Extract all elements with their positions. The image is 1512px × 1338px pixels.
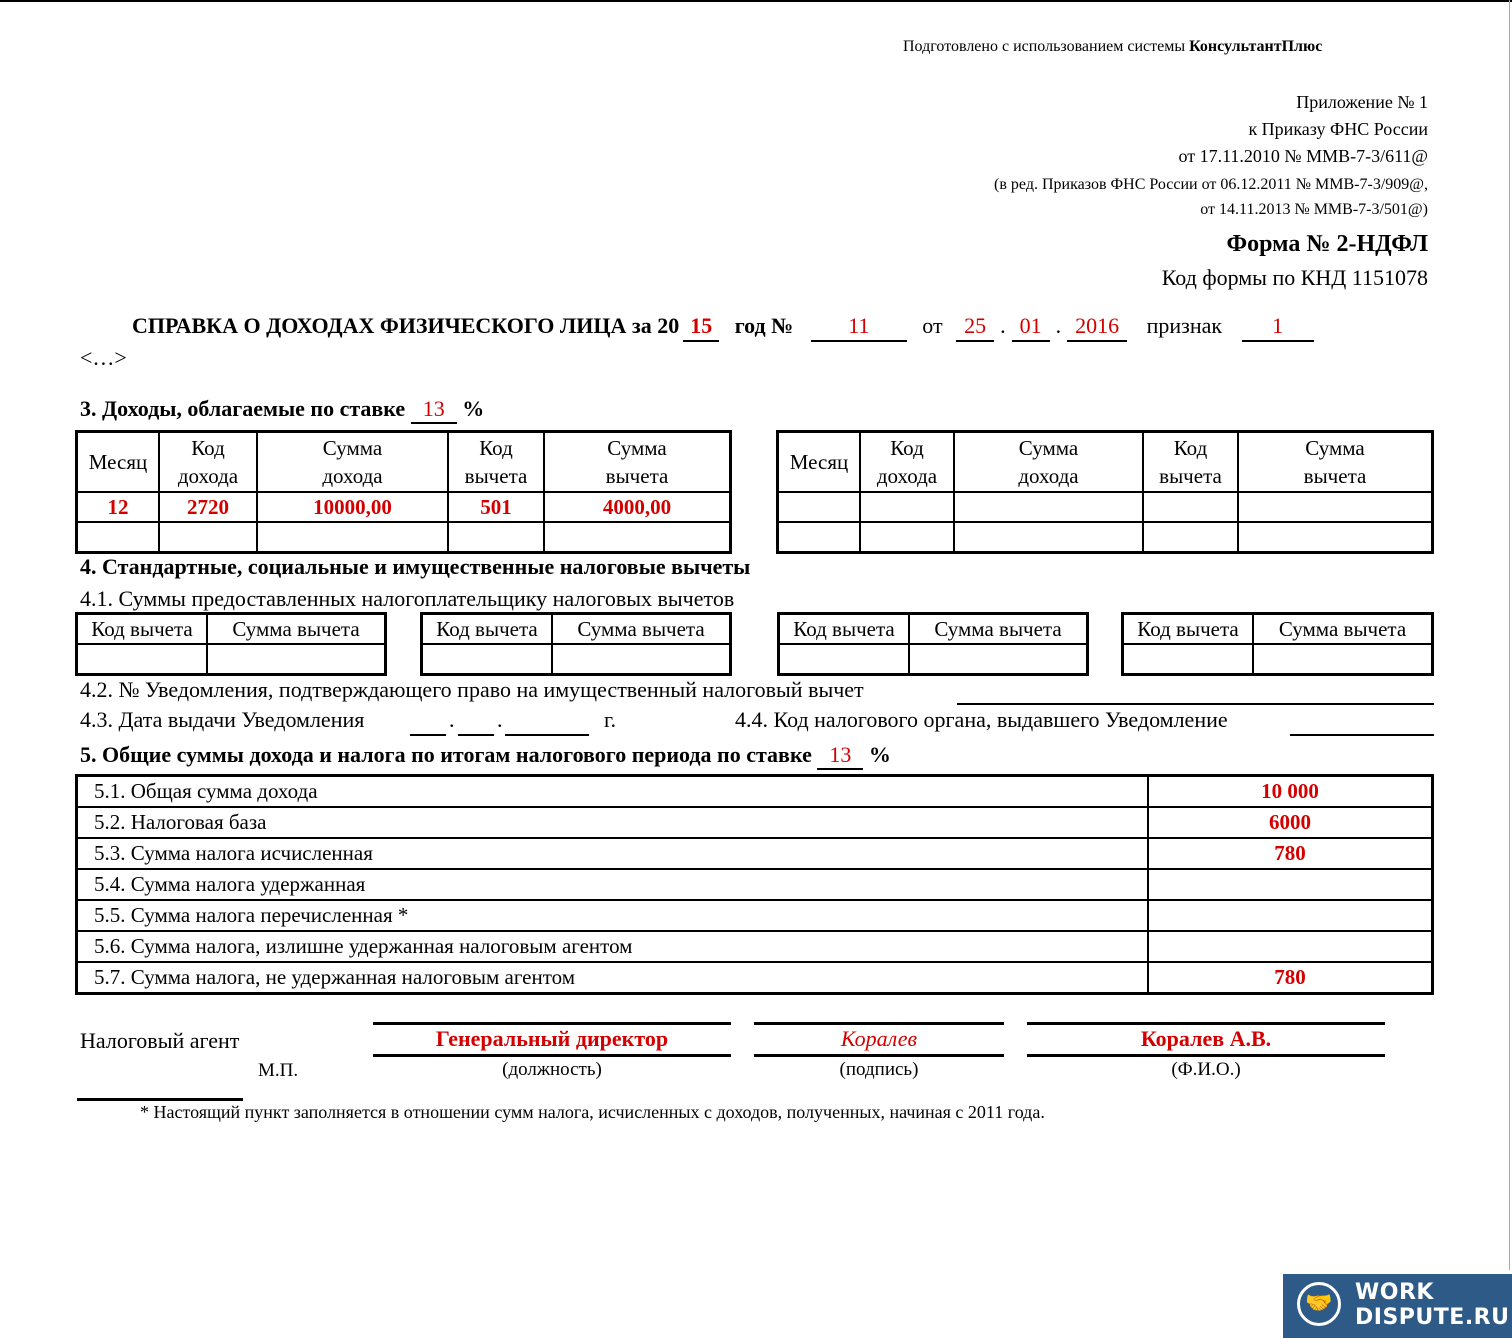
date-dot-2: . — [497, 707, 503, 732]
totals-value — [1148, 869, 1433, 900]
agent-label: Налоговый агент — [80, 1028, 240, 1053]
cell-empty — [860, 522, 954, 553]
cell-empty — [779, 644, 910, 675]
table-row — [422, 614, 731, 645]
date-day-line — [410, 734, 446, 736]
col-header-deduction-code: Код вычета — [448, 432, 544, 493]
signature-caption: (подпись) — [839, 1059, 919, 1080]
section42-label: 4.2. № Уведомления, подтверждающего право на имущественный налоговый вычет — [80, 677, 864, 702]
cell-deduction-code: 501 — [448, 492, 544, 522]
totals-value: 780 — [1148, 962, 1433, 994]
table-row — [77, 492, 731, 522]
deductions-table-1 — [75, 612, 387, 676]
col-header-income-code: Код дохода — [159, 432, 257, 493]
totals-label: 5.2. Налоговая база — [77, 807, 1149, 838]
section5-percent: % — [868, 742, 891, 767]
table-row — [778, 492, 1433, 522]
fio-top-line — [1027, 1022, 1385, 1025]
footnote: * Настоящий пункт заполняется в отношении сумм налога, исчисленных с доходов, полученных, начиная с 2011 года. — [140, 1102, 1045, 1122]
section5-heading — [80, 742, 891, 770]
title-priznak: 1 — [1242, 312, 1314, 342]
section43-label: 4.3. Дата выдачи Уведомления — [80, 707, 365, 732]
cell-empty — [552, 644, 731, 675]
title-day: 25 — [956, 312, 994, 342]
deductions-table-2 — [420, 612, 732, 676]
fio-line — [1027, 1054, 1385, 1057]
edit-line-2: от 14.11.2013 № ММВ-7-3/501@) — [1200, 201, 1428, 218]
table-row — [779, 614, 1088, 645]
title-dot-1: . — [1000, 313, 1006, 338]
title-prefix: СПРАВКА О ДОХОДАХ ФИЗИЧЕСКОГО ЛИЦА за 20 — [132, 313, 680, 338]
mp-line — [77, 1098, 243, 1101]
totals-label: 5.5. Сумма налога перечисленная * — [77, 900, 1149, 931]
fio-value: Коралев А.В. — [1140, 1026, 1272, 1051]
table-row — [77, 962, 1433, 994]
omitted-marker: <…> — [80, 345, 127, 370]
totals-value — [1148, 900, 1433, 931]
date-year-line — [505, 734, 589, 736]
appendix-line-1: Приложение № 1 — [1296, 92, 1428, 112]
col-header-deduction-sum: Сумма вычета — [544, 432, 731, 493]
table-row — [77, 522, 731, 553]
date-dot-1: . — [449, 707, 455, 732]
handshake-icon: 🤝 — [1297, 1282, 1341, 1326]
table-row — [77, 776, 1433, 808]
col-header-deduction-sum: Сумма вычета — [1238, 432, 1433, 493]
consultant-note — [903, 38, 1322, 56]
col-header-deduction-sum: Сумма вычета — [207, 614, 386, 645]
table-row — [77, 807, 1433, 838]
cell-empty — [778, 492, 861, 522]
page-top-border — [0, 0, 1512, 2]
table-row — [77, 931, 1433, 962]
position-value: Генеральный директор — [435, 1026, 669, 1051]
title-ot: от — [922, 313, 943, 338]
table-row — [1123, 614, 1433, 645]
table-row — [77, 900, 1433, 931]
table-row — [77, 432, 731, 493]
totals-label: 5.6. Сумма налога, излишне удержанная налоговым агентом — [77, 931, 1149, 962]
cell-empty — [544, 522, 731, 553]
fio-caption: (Ф.И.О.) — [1171, 1059, 1241, 1080]
cell-empty — [909, 644, 1088, 675]
col-header-deduction-code: Код вычета — [422, 614, 553, 645]
totals-label: 5.3. Сумма налога исчисленная — [77, 838, 1149, 869]
section43-row — [80, 707, 364, 733]
income-table-right — [776, 430, 1434, 554]
col-header-deduction-sum: Сумма вычета — [552, 614, 731, 645]
totals-value: 780 — [1148, 838, 1433, 869]
col-header-income-code: Код дохода — [860, 432, 954, 493]
col-header-deduction-code: Код вычета — [1123, 614, 1254, 645]
totals-label: 5.7. Сумма налога, не удержанная налоговым агентом — [77, 962, 1149, 994]
totals-value: 10 000 — [1148, 776, 1433, 808]
cell-empty — [860, 492, 954, 522]
cell-empty — [77, 644, 208, 675]
page-right-border — [1509, 0, 1510, 1270]
title-god-no: год № — [734, 313, 794, 338]
table-row — [778, 522, 1433, 553]
cell-empty — [159, 522, 257, 553]
cell-empty — [778, 522, 861, 553]
table-row — [422, 644, 731, 675]
totals-label: 5.1. Общая сумма дохода — [77, 776, 1149, 808]
totals-label: 5.4. Сумма налога удержанная — [77, 869, 1149, 900]
watermark-text — [1355, 1280, 1509, 1330]
title-year: 15 — [683, 312, 719, 342]
deductions-table-4 — [1121, 612, 1434, 676]
totals-table — [75, 774, 1434, 995]
cell-deduction-sum: 4000,00 — [544, 492, 731, 522]
cell-empty — [1143, 522, 1238, 553]
form-title: Форма № 2-НДФЛ — [1226, 231, 1428, 257]
section3-heading — [80, 396, 484, 424]
position-caption: (должность) — [502, 1059, 602, 1080]
signature-value: Коралев — [840, 1026, 918, 1051]
section4-heading: 4. Стандартные, социальные и имущественные налоговые вычеты — [80, 554, 751, 579]
section3-heading-text: 3. Доходы, облагаемые по ставке — [80, 396, 406, 421]
section3-rate: 13 — [411, 396, 457, 424]
title-yyyy: 2016 — [1067, 312, 1127, 342]
cell-month: 12 — [77, 492, 160, 522]
mp-label: М.П. — [258, 1060, 299, 1081]
cell-empty — [1143, 492, 1238, 522]
section44-label: 4.4. Код налогового органа, выдавшего Уведомление — [735, 707, 1228, 732]
edit-line-1: (в ред. Приказов ФНС России от 06.12.2011 № ММВ-7-3/909@, — [994, 176, 1428, 193]
consultant-brand: КонсультантПлюс — [1189, 38, 1323, 55]
position-top-line — [373, 1022, 731, 1025]
cell-income-code: 2720 — [159, 492, 257, 522]
table-row — [77, 644, 386, 675]
cell-empty — [1238, 492, 1433, 522]
cell-empty — [1123, 644, 1254, 675]
position-line — [373, 1054, 731, 1057]
deductions-table-3 — [777, 612, 1089, 676]
col-header-deduction-code: Код вычета — [779, 614, 910, 645]
watermark-line-2: DISPUTE.RU — [1355, 1305, 1510, 1330]
col-header-deduction-sum: Сумма вычета — [1253, 614, 1433, 645]
title-dot-2: . — [1055, 313, 1062, 338]
title-priznak-label: признак — [1146, 313, 1223, 338]
appendix-line-3: от 17.11.2010 № ММВ-7-3/611@ — [1178, 146, 1428, 166]
workdispute-watermark — [1283, 1274, 1512, 1338]
section3-percent: % — [462, 396, 485, 421]
date-g: г. — [604, 707, 617, 732]
cell-empty — [77, 522, 160, 553]
section41-label: 4.1. Суммы предоставленных налогоплательщику налоговых вычетов — [80, 586, 735, 611]
cell-empty — [954, 522, 1143, 553]
section44-field-line — [1290, 734, 1434, 736]
signature-line — [754, 1054, 1004, 1057]
title-number: 11 — [811, 312, 907, 342]
watermark-line-1: WORK — [1355, 1280, 1434, 1305]
cell-empty — [1238, 522, 1433, 553]
section42-field-line — [957, 703, 1434, 705]
consultant-prefix: Подготовлено с использованием системы — [903, 38, 1190, 55]
col-header-month: Месяц — [77, 432, 160, 493]
cell-empty — [954, 492, 1143, 522]
table-row — [77, 838, 1433, 869]
section5-heading-text: 5. Общие суммы дохода и налога по итогам налогового периода по ставке — [80, 742, 812, 767]
col-header-deduction-sum: Сумма вычета — [909, 614, 1088, 645]
table-row — [1123, 644, 1433, 675]
table-row — [778, 432, 1433, 493]
section5-rate: 13 — [817, 742, 863, 770]
signature-top-line — [754, 1022, 1004, 1025]
certificate-title — [132, 312, 1314, 342]
appendix-line-2: к Приказу ФНС России — [1248, 119, 1428, 139]
cell-empty — [1253, 644, 1433, 675]
col-header-deduction-code: Код вычета — [1143, 432, 1238, 493]
cell-empty — [448, 522, 544, 553]
knd-code: Код формы по КНД 1151078 — [1161, 265, 1428, 290]
col-header-deduction-code: Код вычета — [77, 614, 208, 645]
table-row — [779, 644, 1088, 675]
totals-value: 6000 — [1148, 807, 1433, 838]
table-row — [77, 869, 1433, 900]
col-header-income-sum: Сумма дохода — [257, 432, 448, 493]
cell-empty — [207, 644, 386, 675]
col-header-income-sum: Сумма дохода — [954, 432, 1143, 493]
date-month-line — [458, 734, 494, 736]
cell-empty — [422, 644, 553, 675]
totals-value — [1148, 931, 1433, 962]
table-row — [77, 614, 386, 645]
col-header-month: Месяц — [778, 432, 861, 493]
cell-income-sum: 10000,00 — [257, 492, 448, 522]
cell-empty — [257, 522, 448, 553]
title-month: 01 — [1012, 312, 1050, 342]
income-table-left — [75, 430, 732, 554]
